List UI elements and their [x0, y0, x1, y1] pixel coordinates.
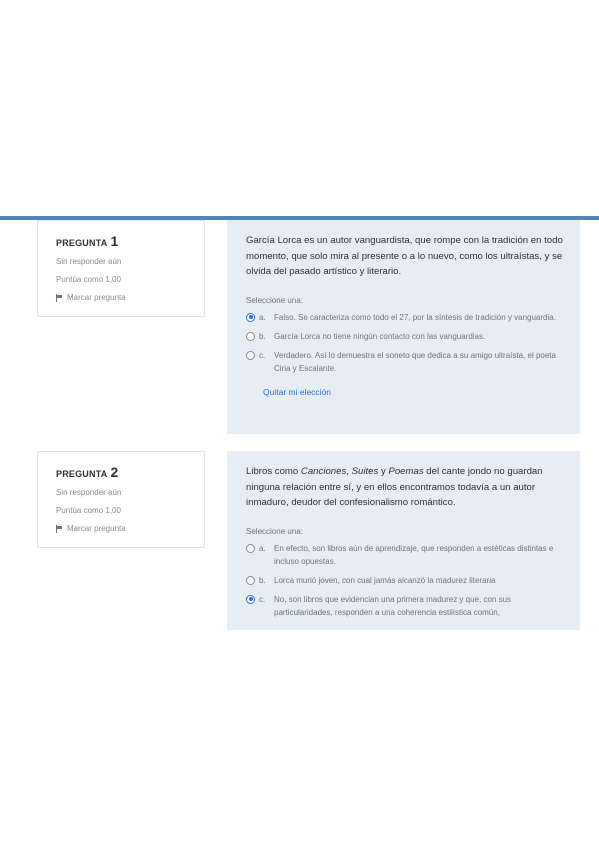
- clear-choice-link[interactable]: Quitar mi elección: [263, 386, 332, 397]
- quiz-scroll-area[interactable]: [0, 220, 599, 630]
- answer-option-a[interactable]: [246, 542, 564, 568]
- flag-icon: [56, 525, 63, 533]
- question-info-2: [37, 451, 205, 548]
- question-text-part: del cante jondo no guardan ninguna relación entre sí, y en ellos encontramos todavía a un autor inmaduro, deudor del confesionalismo romántico.: [246, 466, 543, 508]
- radio-button[interactable]: [246, 332, 255, 341]
- question-text-italic: Poemas: [388, 466, 424, 477]
- flag-label: Marcar pregunta: [67, 524, 126, 533]
- radio-button[interactable]: [246, 351, 255, 360]
- radio-button-checked[interactable]: [246, 595, 255, 604]
- option-text: Lorca murió joven, con cual jamás alcanzó la madurez literaria: [274, 575, 496, 585]
- answer-option-c[interactable]: [246, 593, 564, 619]
- question-text-part: ,: [346, 466, 352, 477]
- question-label: PREGUNTA: [56, 469, 108, 479]
- flag-label: Marcar pregunta: [67, 293, 126, 302]
- answer-options: [246, 311, 564, 375]
- radio-button-checked[interactable]: [246, 313, 255, 322]
- option-text: No, son libros que evidencian una primera madurez y que, con sus particularidades, responden a una coherencia estilística común,: [274, 594, 512, 617]
- question-grade: Puntúa como 1,00: [56, 275, 121, 284]
- option-text: García Lorca no tiene ningún contacto con las vanguardias.: [274, 331, 486, 341]
- option-letter: c.: [259, 350, 266, 360]
- question-number: [56, 464, 188, 480]
- answer-option-b[interactable]: [246, 574, 564, 587]
- question-grade: Puntúa como 1,00: [56, 506, 121, 515]
- question-state: Sin responder aún: [56, 257, 122, 266]
- flag-icon: [56, 294, 63, 302]
- answer-option-b[interactable]: [246, 330, 564, 343]
- question-text-part: Libros como: [246, 466, 301, 477]
- radio-button[interactable]: [246, 576, 255, 585]
- option-letter: a.: [259, 312, 266, 322]
- question-content-2: [227, 451, 580, 630]
- question-text: [246, 464, 564, 511]
- question-info-1: [37, 220, 205, 317]
- question-number-value: 2: [110, 464, 119, 480]
- answer-option-c[interactable]: [246, 349, 564, 375]
- option-letter: a.: [259, 543, 266, 553]
- answer-prompt: Seleccione una:: [246, 295, 303, 305]
- option-text: En efecto, son libros aún de aprendizaje, que responden a estéticas distintas e incluso opuestas.: [274, 543, 554, 566]
- question-label: PREGUNTA: [56, 238, 108, 248]
- question-state: Sin responder aún: [56, 488, 122, 497]
- question-number: [56, 233, 188, 249]
- question-text: García Lorca es un autor vanguardista, que rompe con la tradición en todo momento, que solo mira al presente o a lo nuevo, como los ultraístas, y se olvida del pasado artístico y literario.: [246, 235, 563, 277]
- question-text-italic: Canciones: [300, 466, 347, 477]
- answer-prompt: Seleccione una:: [246, 526, 303, 536]
- question-text-part: y: [378, 466, 389, 477]
- question-content-1: [227, 220, 580, 434]
- option-letter: c.: [259, 594, 266, 604]
- option-text: Falso. Se caracteriza como todo el 27, por la síntesis de tradición y vanguardia.: [274, 312, 556, 322]
- radio-button[interactable]: [246, 544, 255, 553]
- answer-option-a[interactable]: [246, 311, 564, 324]
- question-text-italic: Suites: [351, 466, 379, 477]
- answer-options: [246, 542, 564, 619]
- option-text: Verdadero. Así lo demuestra el soneto que dedica a su amigo ultraísta, el poeta Ciria y Escalante.: [274, 350, 556, 373]
- question-number-value: 1: [110, 233, 119, 249]
- flag-question-link[interactable]: [56, 293, 188, 302]
- option-letter: b.: [259, 575, 266, 585]
- flag-question-link[interactable]: [56, 524, 188, 533]
- option-letter: b.: [259, 331, 266, 341]
